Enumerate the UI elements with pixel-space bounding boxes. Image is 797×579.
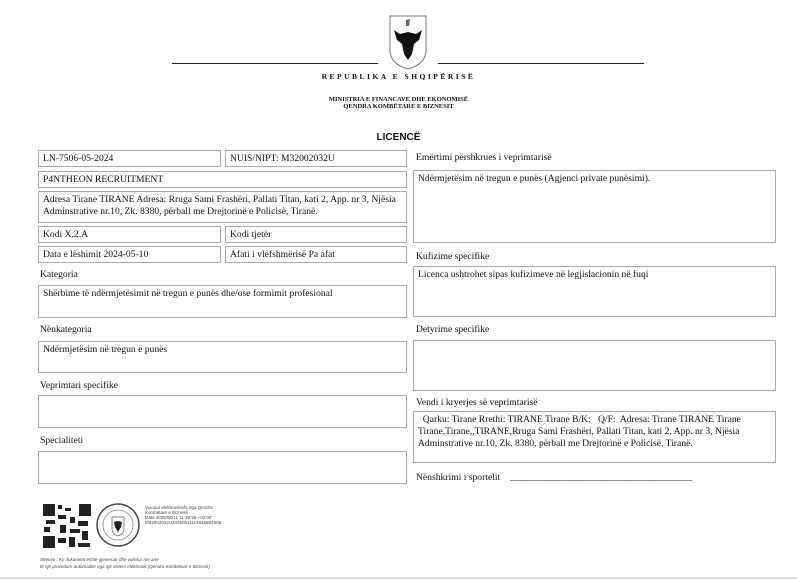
seal-date: Date:2025/06/11 11:49:58 +02'00' xyxy=(145,515,212,520)
header-rule-left xyxy=(172,63,378,64)
description-value: Ndërmjetësim në tregun e punës (Agjenci private punësimi). xyxy=(413,170,776,243)
code: Kodi X.2.A xyxy=(38,226,221,243)
company-address: Adresa Tirane TIRANE Adresa: Rruga Sami Frashëri, Pallati Titan, kati 2, App. nr 3, Njësia Adminstrative nr.10, Zk. 8380, përball me Drejtorinë e Policisë, Tiranë. xyxy=(38,191,407,223)
seal-text-2: Kombëtare e Biznesit xyxy=(145,510,188,515)
republic-heading: REPUBLIKA E SHQIPËRISË xyxy=(321,72,476,81)
footer-note-1: Shënim : Ky dokument është gjeneruar dhe vulosur me anë xyxy=(40,557,159,562)
subcategory-value: Ndërmjetësim në tregun e punës xyxy=(38,341,407,373)
specialty-label: Specialiteti xyxy=(40,435,84,446)
obligations-label: Detyrime specifike xyxy=(416,324,490,335)
seal-text-1: Vulosur elektronikisht nga Qendra xyxy=(145,505,213,510)
obligations-value xyxy=(413,340,776,391)
seal-id: M32002032U20250611114945894006 xyxy=(145,520,222,525)
document-title: LICENCË xyxy=(376,132,421,143)
center-heading: QENDRA KOMBËTARE E BIZNESIT xyxy=(343,103,454,110)
category-value: Shërbime të ndërmjetësimit në tregun e punës dhe/ose formimit profesional xyxy=(38,285,407,318)
footer-note-2: të një procedure automatike nga një sistem elektronik (Qendra Kombëtare e Biznesit) xyxy=(40,564,210,569)
other-code: Kodi tjetër xyxy=(225,226,407,243)
signature-line: ______________________________________ xyxy=(510,472,693,483)
albanian-coat-of-arms-icon xyxy=(388,14,428,70)
restrictions-value: Licenca ushtrohet sipas kufizimeve në legjislacionin në fuqi xyxy=(413,266,776,317)
specific-activity-value xyxy=(38,395,407,428)
description-label: Emërtimi përshkrues i veprimtarisë xyxy=(416,152,552,163)
location-label: Vendi i kryerjes së veprimtarisë xyxy=(416,397,538,408)
specific-activity-label: Veprimtari specifike xyxy=(40,380,119,391)
validity: Afati i vlefshmërisë Pa afat xyxy=(225,246,407,263)
category-label: Kategoria xyxy=(40,269,78,280)
ministry-heading: MINISTRIA E FINANCAVE DHE EKONOMISË xyxy=(328,96,469,103)
restrictions-label: Kufizime specifike xyxy=(416,251,490,262)
issue-date: Data e lëshimit 2024-05-10 xyxy=(38,246,221,263)
electronic-seal-icon xyxy=(95,502,141,548)
signature-label: Nënshkrimi i sportelit xyxy=(416,472,501,483)
header-rule-right xyxy=(438,63,644,64)
location-value: Qarku: Tirane Rrethi: TIRANE Tirane B/K: Q/F: Adresa: Tirane TIRANE Tirane Tirane,Tirane,,TIRANE,Rruga Sami Frashëri, Pallati Titan, kati 2, App. nr 3, Njësia Adminstrative nr.10, Zk. 8380, përball me Drejtorinë e Policisë, Tiranë. xyxy=(413,411,776,463)
specialty-value xyxy=(38,451,407,484)
subcategory-label: Nënkategoria xyxy=(40,324,92,335)
qr-code-icon xyxy=(42,503,92,549)
company-name: P4NTHEON RECRUITMENT xyxy=(38,171,407,188)
nipt: NUIS/NIPT: M32002032U xyxy=(225,150,407,167)
license-number: LN-7506-05-2024 xyxy=(38,150,221,167)
